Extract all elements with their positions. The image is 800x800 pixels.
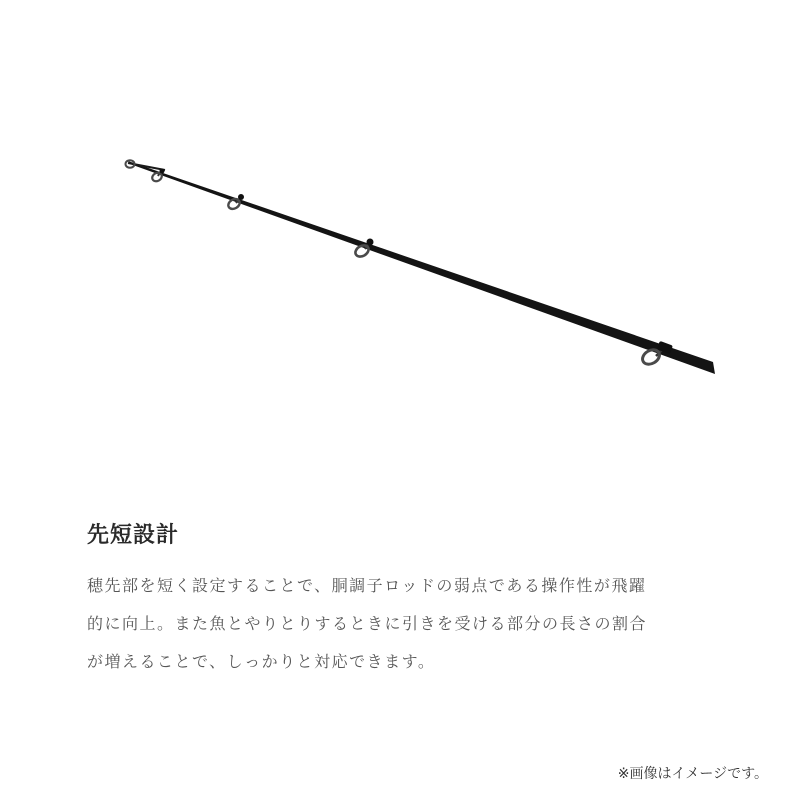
feature-description bbox=[87, 567, 727, 681]
description-line: 的に向上。また魚とやりとりするときに引きを受ける部分の長さの割合 bbox=[87, 614, 648, 633]
description-line: 穂先部を短く設定することで、胴調子ロッドの弱点である操作性が飛躍 bbox=[87, 576, 647, 595]
image-disclaimer-note: ※画像はイメージです。 bbox=[617, 766, 768, 782]
feature-heading: 先短設計 bbox=[87, 523, 180, 548]
description-line: が増えることで、しっかりと対応できます。 bbox=[87, 652, 436, 671]
rod-blank bbox=[128, 161, 715, 374]
